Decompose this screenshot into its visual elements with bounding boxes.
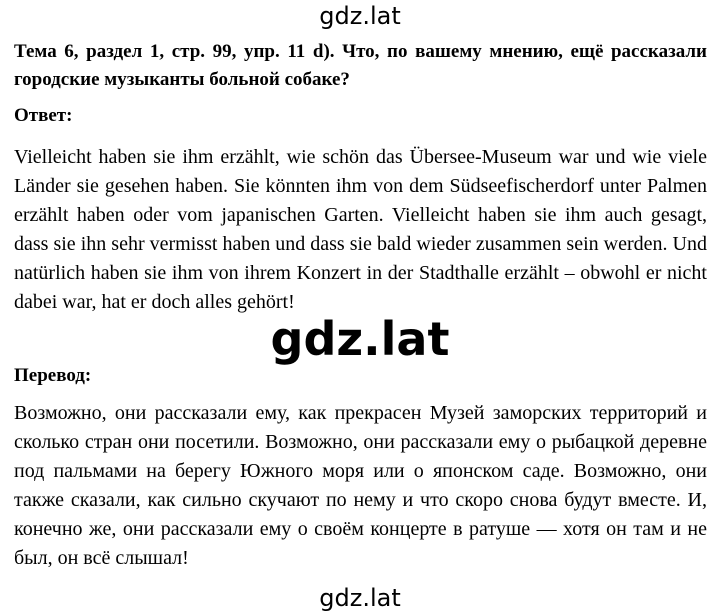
watermark-top: gdz.lat [319,2,401,30]
watermark-bottom: gdz.lat [319,584,401,612]
translation-label: Перевод: [14,365,92,386]
translation-text: Возможно, они рассказали ему, как прекрасен Музей заморских территорий и сколько стран они посетили. Возможно, они рассказали ему о рыбацкой деревне под пальмами на берегу Южного моря или о японском саде. Возможно, они также сказали, как сильно скучают по нему и что скоро снова будут вместе. И, конечно же, они рассказали ему о своём концерте в ратуше — хотя он там и не был, он всё слышал! [14,402,707,569]
watermark-middle: gdz.lat [270,312,450,366]
answer-text: Vielleicht haben sie ihm erzählt, wie schön das Übersee-Museum war und wie viele Länder sie gesehen haben. Sie könnten ihm von dem Südseefischerdorf unter Palmen erzählt haben oder vom japanischen Garten. Vielleicht haben sie ihm auch gesagt, dass sie ihn sehr vermisst haben und dass sie bald wieder zusammen sein werden. Und natürlich haben sie ihm von ihrem Konzert in der Stadthalle erzählt – obwohl er nicht dabei war, hat er doch alles gehört! [14,146,707,313]
task-heading: Тема 6, раздел 1, стр. 99, упр. 11 d). Что, по вашему мнению, ещё рассказали городские музыканты больной собаке? [14,41,707,90]
answer-label: Ответ: [14,105,73,126]
